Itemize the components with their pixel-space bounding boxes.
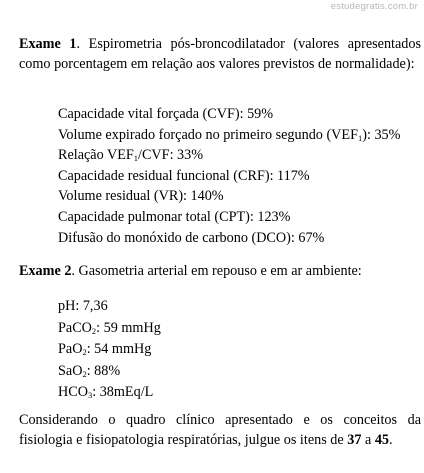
- result-pao2: PaO$_2$: 54 mmHg: [58, 341, 152, 357]
- exam1-intro-text: . Espirometria pós-broncodilatador (valores apresentados como porcentagem em relação aos valores previstos de normalidade):: [19, 36, 421, 72]
- exam2-title: Exame 2: [19, 263, 72, 279]
- watermark: estudegratis.com.br: [330, 1, 418, 12]
- conclusion-paragraph: Considerando o quadro clínico apresentado e os conceitos da fisiologia e fisiopatologia respiratórias, julgue os itens de 37 a 45.: [19, 412, 421, 448]
- result-vr: Volume residual (VR): 140%: [58, 188, 224, 205]
- exam2-results-list: [58, 296, 161, 404]
- result-dco: Difusão do monóxido de carbono (DCO): 67%: [58, 229, 325, 246]
- exam1-intro: [19, 34, 421, 74]
- result-paco2: PaCO$_2$: 59 mmHg: [58, 319, 161, 336]
- exam2-intro: [19, 261, 421, 281]
- item-range-end: 45: [374, 432, 389, 448]
- exam1-results-list: [58, 104, 400, 248]
- exam1-title: Exame 1: [19, 36, 77, 52]
- result-vef1: Volume expirado forçado no primeiro segundo $(VEF_1)$: 35%: [58, 126, 401, 143]
- result-vef1-cvf: Relação $VEF_1$/CVF: 33%: [58, 147, 204, 164]
- result-hco3: $HCO_3$: 38mEq/L: [58, 384, 154, 400]
- result-crf: Capacidade residual funcional (CRF): 117%: [58, 167, 310, 184]
- exam2-intro-text: . Gasometria arterial em repouso e em ar ambiente:: [71, 263, 362, 279]
- result-ph: pH: 7,36: [58, 298, 108, 314]
- result-cvf: Capacidade vital forçada (CVF): 59%: [58, 106, 274, 122]
- item-range-start: 37: [347, 432, 362, 448]
- result-sao2: SaO$_2$: 88%: [58, 362, 121, 379]
- result-cpt: Capacidade pulmonar total (CPT): 123%: [58, 208, 291, 225]
